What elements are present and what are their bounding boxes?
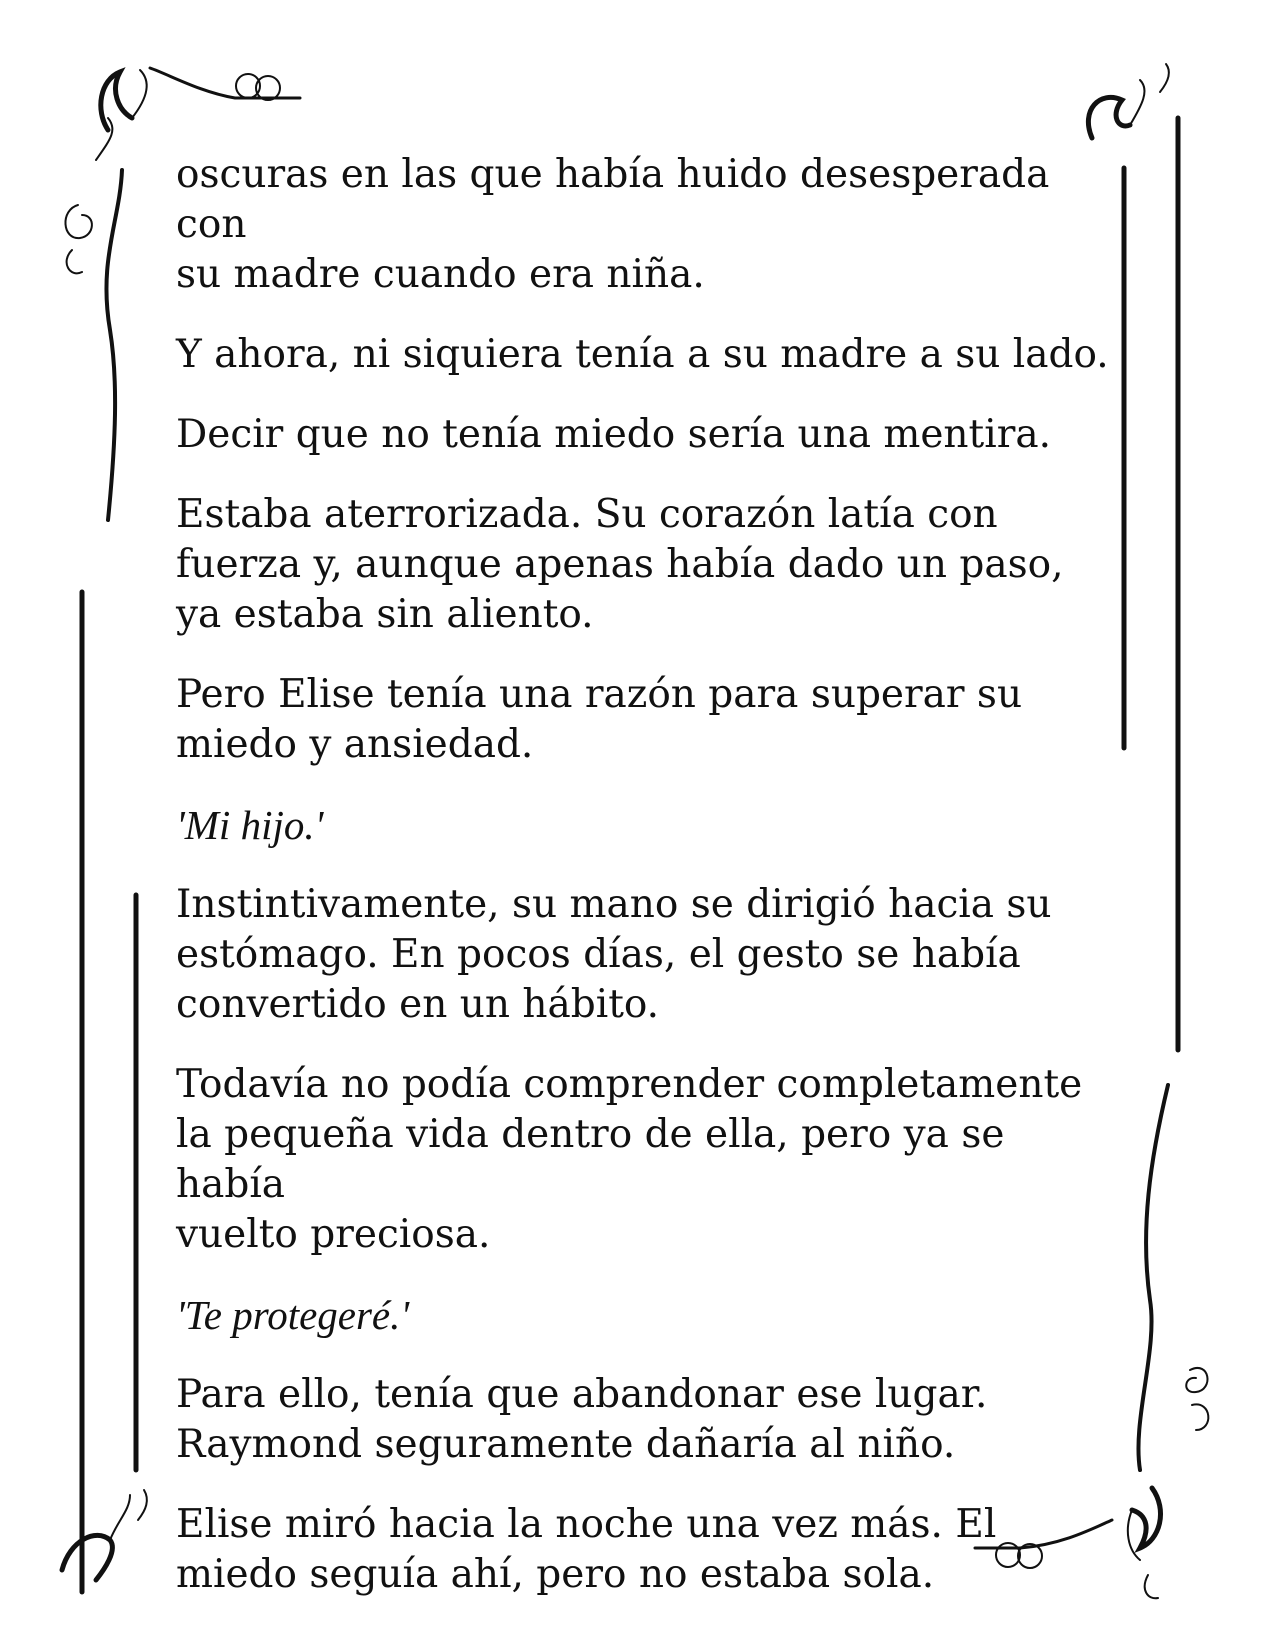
thought-quote: 'Mi hijo.'	[176, 802, 324, 848]
top-right-flourish-icon	[1088, 64, 1168, 138]
paragraph: Decir que no tenía miedo sería una mentira.	[176, 412, 1051, 457]
paragraph: Instintivamente, su mano se dirigió hacia su estómago. En pocos días, el gesto se había convertido en un hábito.	[176, 882, 1052, 1027]
paragraph: Y ahora, ni siquiera tenía a su madre a su lado.	[176, 332, 1109, 377]
paragraph: Estaba aterrorizada. Su corazón latía con fuerza y, aunque apenas había dado un paso, ya estaba sin aliento.	[176, 492, 1064, 637]
paragraph: Elise miró hacia la noche una vez más. El miedo seguía ahí, pero no estaba sola.	[176, 1502, 997, 1597]
paragraph: Pero Elise tenía una razón para superar su miedo y ansiedad.	[176, 672, 1023, 767]
paragraph: Para ello, tenía que abandonar ese lugar. Raymond seguramente dañaría al niño.	[176, 1372, 988, 1467]
bottom-left-flourish-icon	[62, 1490, 147, 1580]
paragraph: oscuras en las que había huido desesperada con su madre cuando era niña.	[176, 152, 1050, 297]
thought-quote: 'Te protegeré.'	[176, 1292, 410, 1338]
narration-text	[176, 150, 1116, 1630]
paragraph: Todavía no podía comprender completamente la pequeña vida dentro de ella, pero ya se había vuelto preciosa.	[176, 1062, 1083, 1257]
